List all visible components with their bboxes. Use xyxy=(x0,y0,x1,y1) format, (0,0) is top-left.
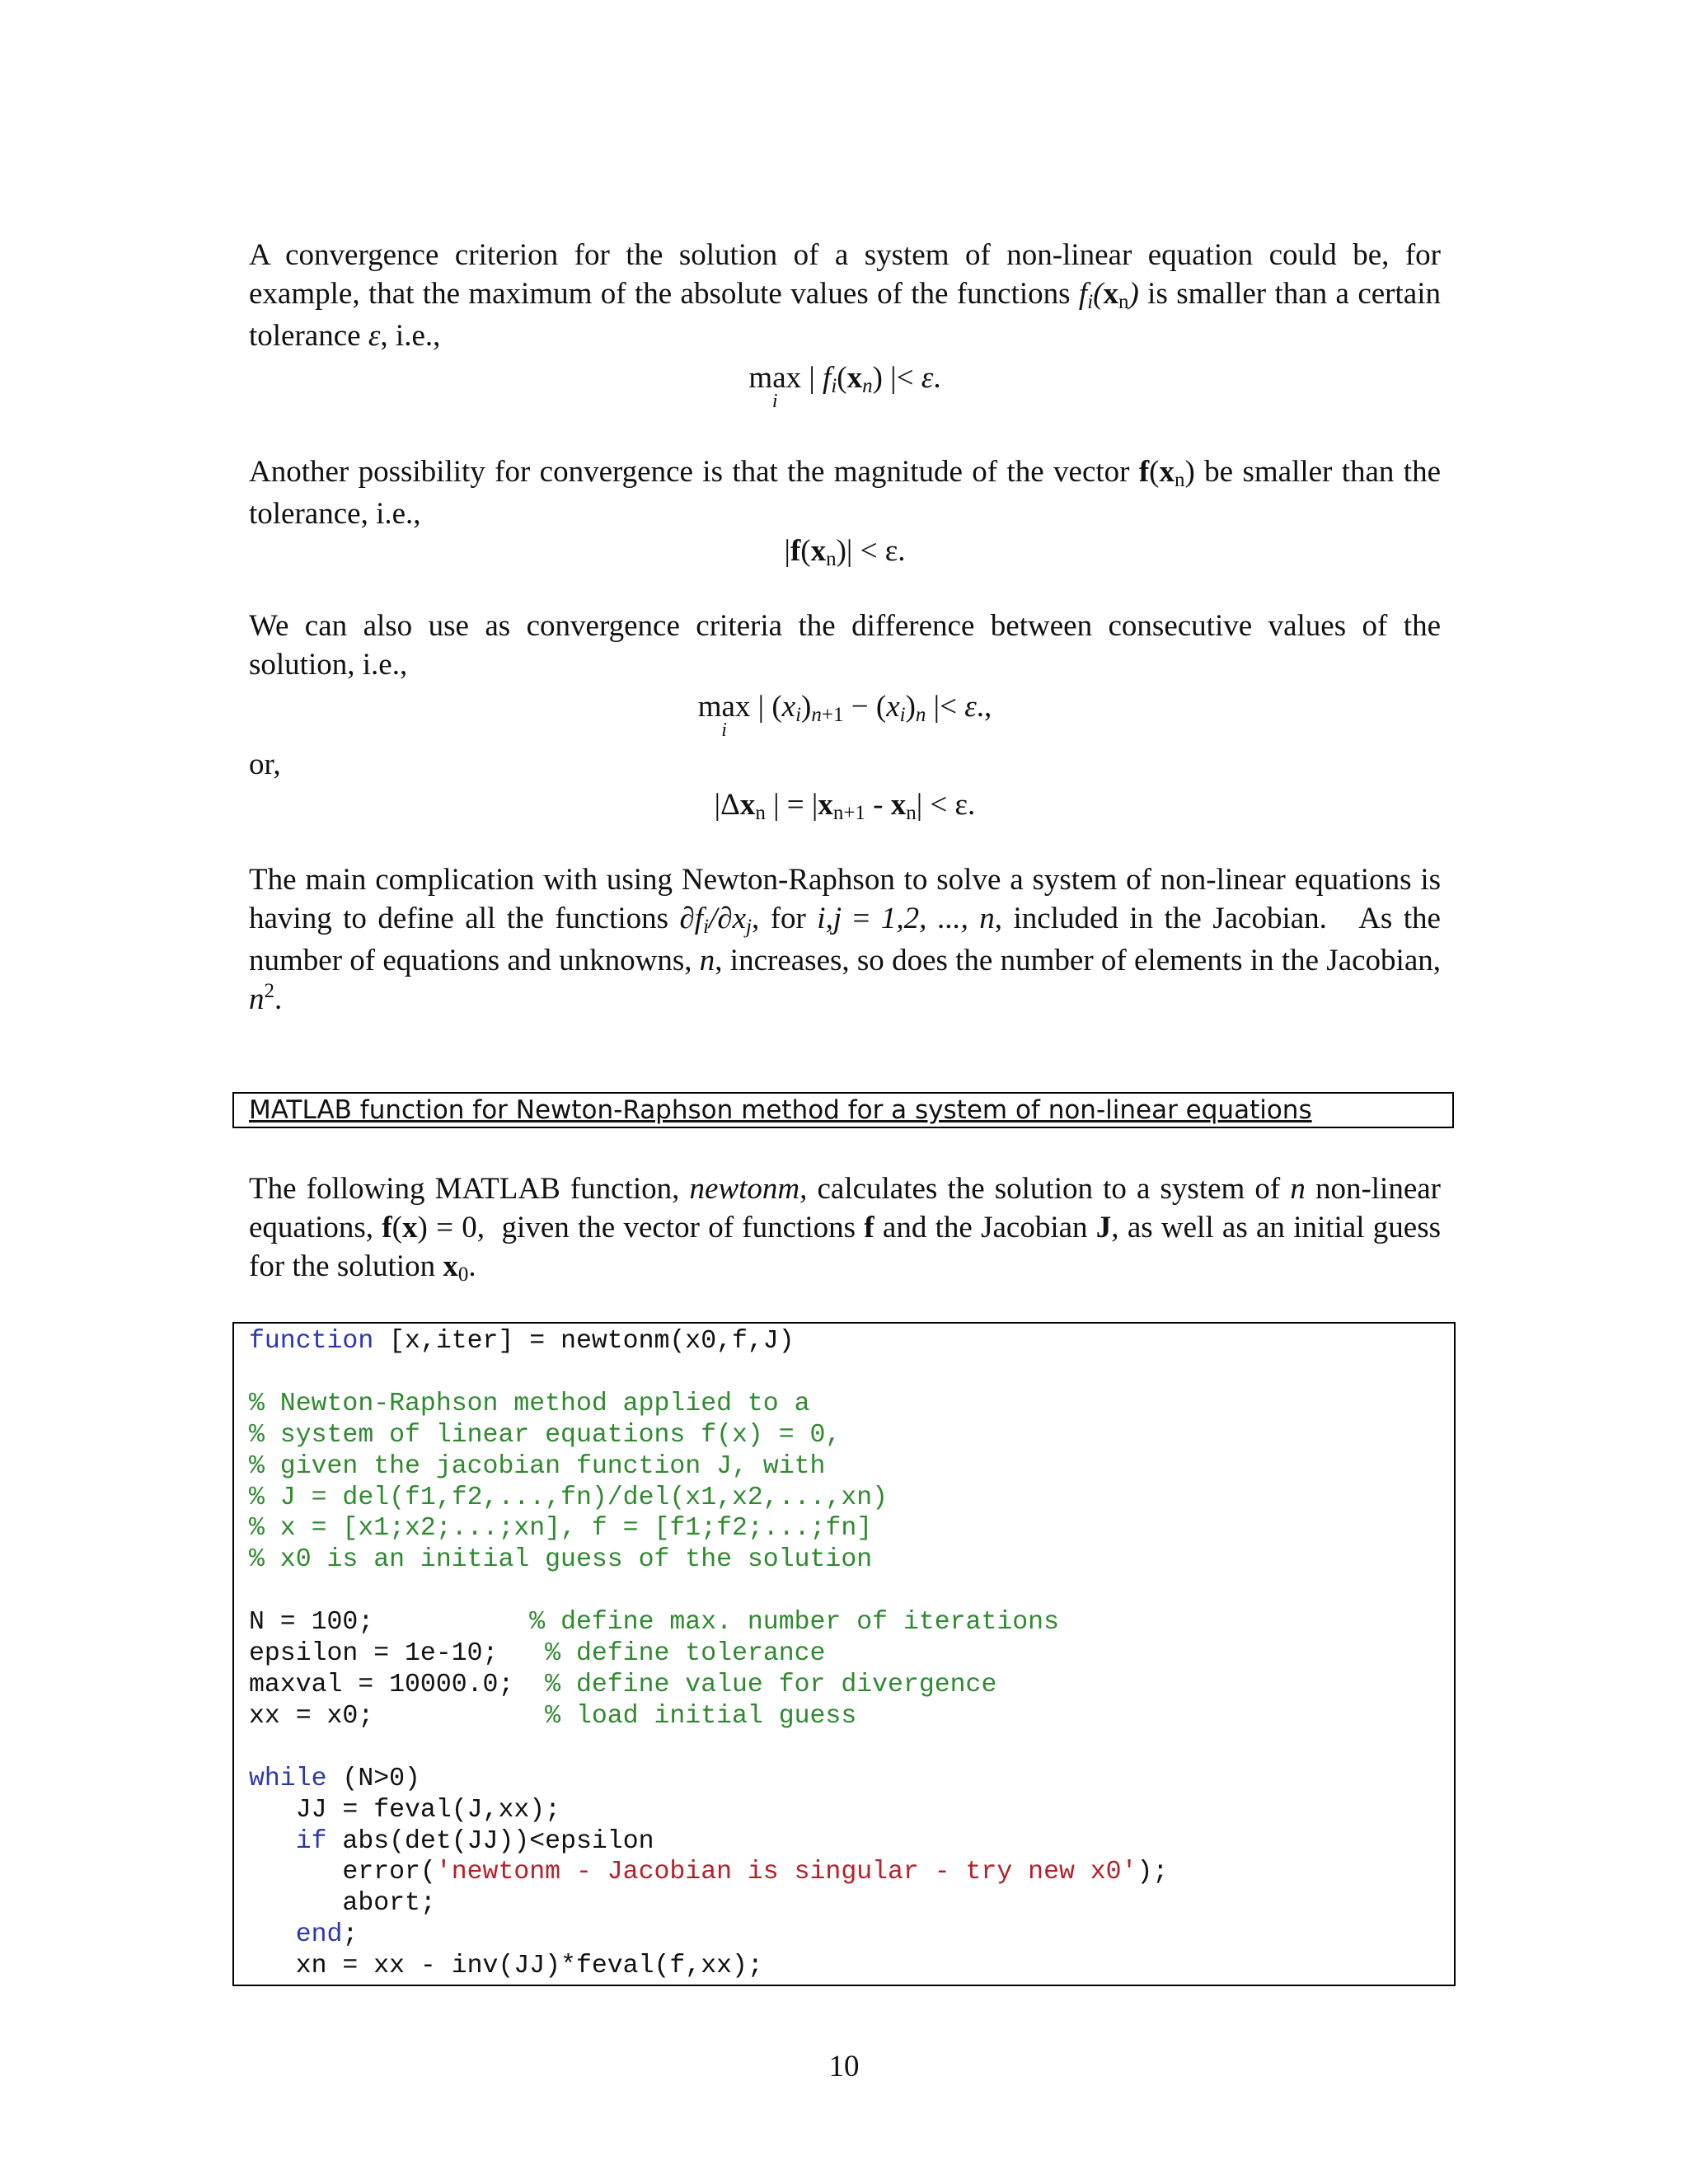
code-comment-5: % x = [x1;x2;...;xn], f = [f1;f2;...;fn] xyxy=(249,1514,873,1544)
paragraph-newtonm-intro: The following MATLAB function, newtonm, calculates the solution to a system of n non-linear equations, f(x) = 0, given the vector of functions f and the Jacobian J, as well as an initial guess for the solution x0. xyxy=(249,1172,1442,1286)
equation-norm-f: |f(xn)| < ε. xyxy=(784,534,906,570)
section-heading-text: MATLAB function for Newton-Raphson method for a system of non-linear equations xyxy=(249,1095,1312,1125)
code-listing xyxy=(232,1322,1456,1986)
code-comment-1: % Newton-Raphson method applied to a xyxy=(249,1389,810,1418)
code-line-1: function [x,iter] = newtonm(x0,f,J) xyxy=(249,1327,795,1356)
section-heading xyxy=(232,1092,1454,1128)
text-or: or, xyxy=(249,748,281,781)
paragraph-convergence-criterion: A convergence criterion for the solution of a system of non-linear equation could be, for example, that the maximum of the absolute values of the functions fi(xn) is smaller than a certain tolerance ε, i.e., xyxy=(249,238,1441,353)
code-comment-2: % system of linear equations f(x) = 0, xyxy=(249,1420,842,1450)
code-comment-6: % x0 is an initial guess of the solution xyxy=(249,1545,873,1575)
paragraph-consecutive-values: We can also use as convergence criteria the difference between consecutive values of the solution, i.e., xyxy=(249,609,1441,682)
code-text: function [x,iter] = newtonm(x0,f,J) % Newton-Raphson method applied to a % system of linear equations f(x) = 0, % given the jacobian function J, with % J = del(f1,f2,...,fn)/del(x1,x2,...,xn) % x = [x1;x2;...;xn], f = [f1;f2;...;fn] % x0 is an initial guess of the solution N = 100; % define max. number of iterations epsilon = 1e-10; % define tolerance maxval = 10000.0; % define value for divergence xx = x0; % load initial guess while (N>0) JJ = feval(J,xx); if abs(det(JJ))<epsilon error('newtonm - Jacobian is singular - try new x0'); abort; end; xn = xx - inv(JJ)*feval(f,xx); xyxy=(249,1327,1169,1981)
paragraph-jacobian-complication: The main complication with using Newton-Raphson to solve a system of non-linear equations is having to define all the functions ∂fi/∂xj, for i,j = 1,2, ..., n, included in the Jacobian. As the number of equations and unknowns, n, increases, so does the number of elements in the Jacobian, $n^2$. xyxy=(249,863,1441,1016)
page-number: 10 xyxy=(828,2050,860,2083)
paragraph-vector-magnitude: Another possibility for convergence is that the magnitude of the vector f(xn) be smaller than the tolerance, i.e., xyxy=(249,455,1441,531)
code-comment-4: % J = del(f1,f2,...,fn)/del(x1,x2,...,xn) xyxy=(249,1483,889,1512)
code-comment-3: % given the jacobian function J, with xyxy=(249,1451,826,1481)
equation-max-diff-x: max i | (xi)n+1 − (xi)n |< ε., xyxy=(697,690,992,741)
equation-delta-x: |Δxn | = |xn+1 - xn| < ε. xyxy=(714,788,976,824)
equation-max-abs-f: max i | fi(xn) |< ε. xyxy=(748,361,941,412)
